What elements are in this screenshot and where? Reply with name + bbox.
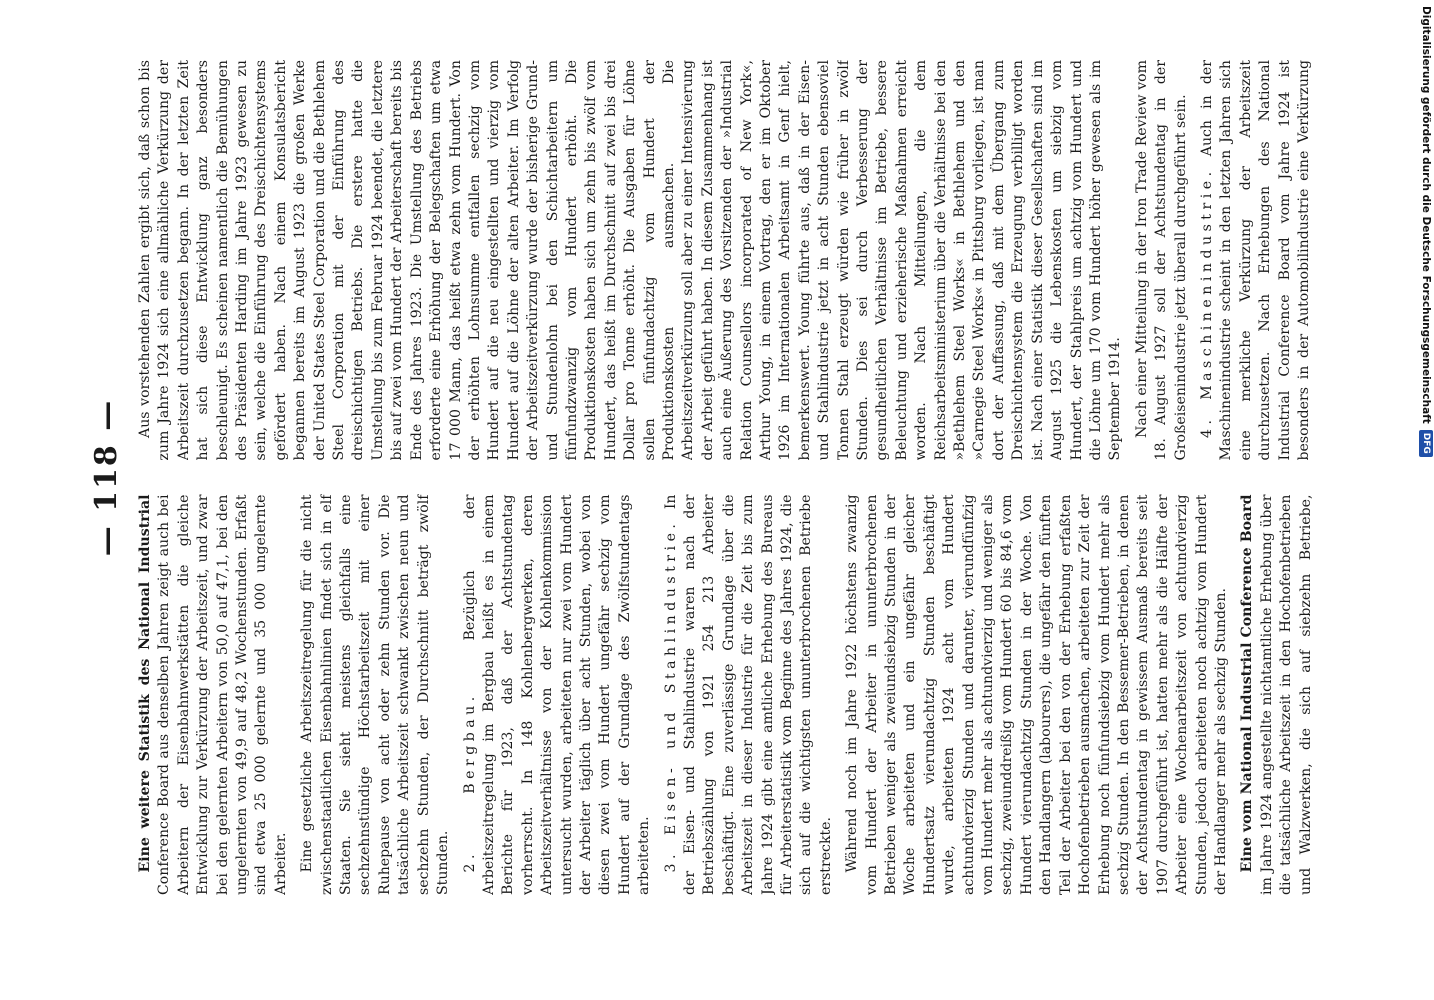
paragraph <box>136 60 1126 461</box>
right-column <box>136 60 1316 461</box>
paragraph <box>136 495 291 896</box>
section-heading: 2. Bergbau. <box>461 692 478 873</box>
paragraph-text: Bezüglich der Arbeitszeitregelung im Bergbau heißt es in einem Berichte für 1923, daß der Achtstundentag vorherrscht. In 148 Kohlenbergwerken, deren Arbeitszeitverhältnisse von der Kohlenkommission untersucht wurden, arbeiteten nur zwei vom Hundert der Arbeiter täglich über acht Stunden, wobei von diesen zwei vom Hundert ungefähr sechzig vom Hundert auf der Grundlage des Zwölfstundentags arbeiteten. <box>461 494 653 895</box>
paragraph-text: Eine weitere Statistik des National Industrial Conference Board aus denselben Jahren zeigt auch bei Arbeitern der Eisenbahnwerkstätten die gleiche Entwicklung zur Verkürzung der Arbeitszeit, und zwar bei den gelernten Arbeitern von 50,0 auf 47,1, bei den ungelernten von 49,9 auf 48,2 Wochenstunden. Erfaßt sind etwa 25 000 gelernte und 35 000 ungelernte Arbeiter. <box>137 494 289 895</box>
paragraph-text: Nach einer Mitteilung in der Iron Trade Review vom 18. August 1927 soll der Achtstundentag in der Großeisenindustrie jetzt überall durchgeführt sein. <box>1133 60 1189 461</box>
section-heading: 3. Eisen- und Stahlindustrie. <box>662 519 679 873</box>
paragraph-text: Eine gesetzliche Arbeitszeitregelung für die nicht zwischenstaatlichen Eisenbahnlinien findet sich in elf Staaten. Sie sieht meistens gleichfalls eine sechzehnstündige Höchstarbeitszeit mit einer Ruhepause von acht oder zehn Stunden vor. Die tatsächliche Arbeitszeit schwankt zwischen neun und sechzehn Stunden, der Durchschnitt beträgt zwölf Stunden. <box>299 494 452 895</box>
page-number: — 118 — <box>89 398 124 557</box>
paragraph <box>1198 60 1316 461</box>
paragraph <box>298 495 453 896</box>
paragraph-text: Während noch im Jahre 1922 höchstens zwanzig vom Hundert der Arbeiter in ununterbrochenen Betrieben weniger als zweiundsiebzig Stunden in der Woche arbeiteten und ein ungefähr gleicher Hundertsatz vierundachtzig Stunden beschäftigt wurde, arbeiteten 1924 acht vom Hundert achtundvierzig Stunden und darunter, vierundfünfzig vom Hundert mehr als achtundvierzig und weniger als sechzig, zweiunddreißig vom Hundert 60 bis 84,6 vom Hundert vierundachtzig Stunden in der Woche. Von den Handlangern (labourers), die ungefähr den fünften Teil der Arbeiter bei den von der Erhebung erfaßten Hochofenbetrieben ausmachen, arbeiteten zur Zeit der Erhebung noch fünfundsiebzig vom Hundert mehr als sechzig Stunden. In den Bessemer-Betrieben, in denen der Achtstundentag in gewissem Ausmaß bereits seit 1907 durchgeführt ist, hatten mehr als die Hälfte der Arbeiter eine Wochenarbeitszeit von achtundvierzig Stunden, jedoch arbeiteten noch achtzig vom Hundert der Handlanger mehr als sechzig Stunden. <box>844 494 1229 895</box>
paragraph-text: Eine vom National Industrial Conference Board im Jahre 1924 angestellte nichtamtliche Erhebung über die tatsächliche Arbeitszeit in den Hochofenbetrieben und Walzwerken, die sich auf siebzehn Betriebe, <box>1239 494 1314 895</box>
text-columns <box>136 60 1316 895</box>
digitization-note-text: Digitalisierung gefördert durch die Deutsche Forschungsgemeinschaft <box>1420 6 1432 424</box>
paragraph-text: In der Eisen- und Stahlindustrie waren nach der Betriebszählung von 1921 254 213 Arbeiter beschäftigt. Eine zuverlässige Grundlage über die Arbeitszeit in dieser Industrie für die Zeit bis zum Jahre 1924 gibt eine amtliche Erhebung des Bureaus für Arbeiterstatistik vom Beginne des Jahres 1924, die sich auf die wichtigsten ununterbrochenen Betriebe erstreckte. <box>662 494 834 895</box>
paragraph <box>1133 60 1191 461</box>
paragraph <box>1238 495 1316 896</box>
section-heading: 4. Maschinenindustrie. <box>1198 167 1215 438</box>
paragraph <box>461 495 655 896</box>
digitization-note-text-wrap <box>1416 6 1434 454</box>
paragraph <box>662 495 837 896</box>
digitization-note <box>1416 6 1434 454</box>
dfg-logo-badge: DFG <box>1419 430 1433 457</box>
paragraph-text: Auch in der Maschinenindustrie scheint in den letzten Jahren sich eine merkliche Verkürzung der Arbeitszeit durchzusetzen. Nach Erhebungen des National Industrial Conference Board vom Jahre 1924 ist besonders in der Automobilindustrie eine Verkürzung <box>1198 60 1312 461</box>
paragraph <box>843 495 1231 896</box>
left-column <box>136 495 1316 896</box>
paragraph-text: Aus vorstehenden Zahlen ergibt sich, daß schon bis zum Jahre 1924 sich eine allmähliche Verkürzung der Arbeitszeit durchzusetzen begann. In der letzten Zeit hat sich diese Entwicklung ganz besonders beschleunigt. Es scheinen namentlich die Bemühungen des Präsidenten Harding im Jahre 1923 gewesen zu sein, welche die Einführung des Dreischichtensystems gefördert haben. Nach einem Konsulatsbericht begannen bereits im August 1923 die großen Werke der United States Steel Corporation und die Bethlehem Steel Corporation mit der Einführung des dreischichtigen Betriebs. Die erstere hatte die Umstellung bis zum Februar 1924 beendet, die letztere bis auf zwei vom Hundert der Arbeiterschaft bereits bis Ende des Jahres 1923. Die Umstellung des Betriebs erforderte eine Erhöhung der Belegschaften um etwa 17 000 Mann, das heißt etwa zehn vom Hundert. Von der erhöhten Lohnsumme entfallen sechzig vom Hundert auf die neu eingestellten und vierzig vom Hundert auf die Löhne der alten Arbeiter. Im Verfolg der Arbeitszeitverkürzung wurde der bisherige Grund- und Stundenlohn bei den Schichtarbeitern um fünfundzwanzig vom Hundert erhöht. Die Produktionskosten haben sich um zehn bis zwölf vom Hundert, das heißt im Durchschnitt auf zwei bis drei Dollar pro Tonne erhöht. Die Ausgaben für Löhne sollen fünfundachtzig vom Hundert der Produktionskosten ausmachen. Die Arbeitszeitverkürzung soll aber zu einer Intensivierung der Arbeit geführt haben. In diesem Zusammenhang ist auch eine Äußerung des Vorsitzenden der »Industrial Relation Counsellors incorporated of New York«, Arthur Young, in einem Vortrag, den er im Oktober 1926 im Internationalen Arbeitsamt in Genf hielt, bemerkenswert. Young führte aus, daß in der Eisen- und Stahlindustrie jetzt in acht Stunden ebensoviel Tonnen Stahl erzeugt würden wie früher in zwölf Stunden. Dies sei durch Verbesserung der gesundheitlichen Verhältnisse im Betriebe, bessere Beleuchtung und erzieherische Maßnahmen erreicht worden. Nach Mitteilungen, die dem Reichsarbeitsministerium über die Verhältnisse bei den »Bethlehem Steel Works« in Bethlehem und den »Carnegie Steel Works« in Pittsburg vorliegen, ist man dort der Auffassung, daß mit dem Übergang zum Dreischichtensystem die Erzeugung verbilligt worden ist. Nach einer Statistik dieser Gesellschaften sind im August 1925 die Lebenskosten um siebzig vom Hundert, der Stahlpreis um achtzig vom Hundert und die Löhne um 170 vom Hundert höher gewesen als im September 1914. <box>137 60 1124 461</box>
